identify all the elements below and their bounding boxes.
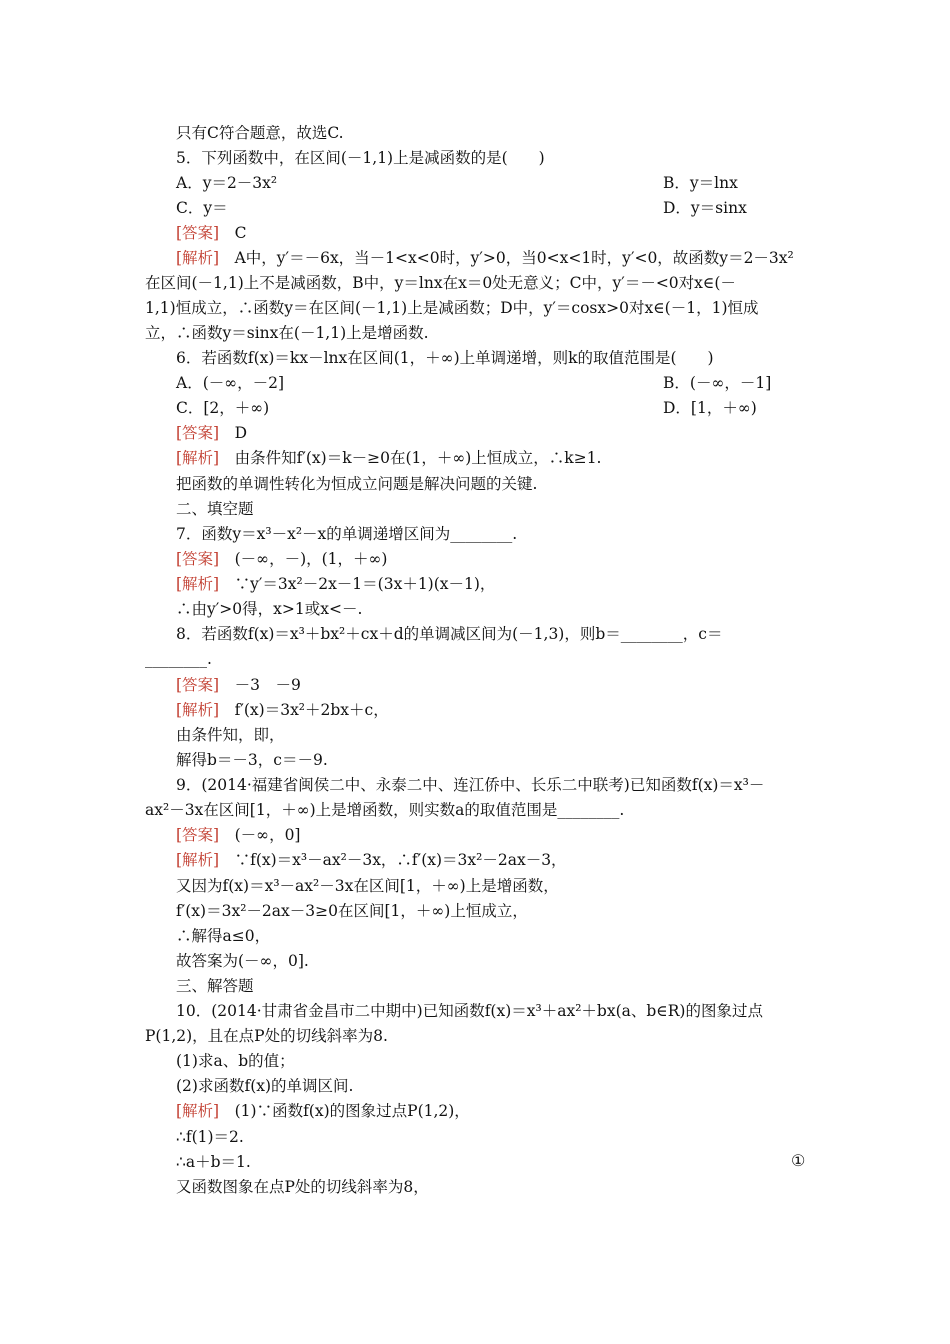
question-9: 9．(2014·福建省闽侯二中、永泰二中、连江侨中、长乐二中联考)已知函数f(x)＝x³－ (176, 776, 765, 794)
text-line: ∴f(1)＝2. (176, 1128, 244, 1146)
text-line: f′(x)＝3x²－2ax－3≥0在区间[1，＋∞)上恒成立， (176, 902, 528, 920)
text-line: (1)求a、b的值； (176, 1052, 295, 1070)
section-heading: 二、填空题 (176, 500, 254, 518)
text-line: 由条件知，即， (176, 726, 285, 744)
answer-line: [答案] C (176, 224, 247, 242)
analysis-line: [解析] ∵y′＝3x²－2x－1＝(3x＋1)(x－1)， (176, 575, 496, 593)
question-7: 7．函数y＝x³－x²－x的单调递增区间为________. (176, 525, 518, 543)
text-line: 只有C符合题意，故选C. (176, 124, 344, 142)
question-10: 10．(2014·甘肃省金昌市二中期中)已知函数f(x)＝x³＋ax²＋bx(a、b∈R)的图象过点 (176, 1002, 763, 1020)
options-row: C．y＝ D．y＝sinx (176, 199, 747, 217)
options-row: A．y＝2－3x² B．y＝lnx (176, 174, 738, 192)
text-line: P(1,2)，且在点P处的切线斜率为8. (145, 1027, 388, 1045)
options-row: A．(－∞，－2] B．(－∞，－1] (176, 374, 772, 392)
answer-line: [答案] －3 －9 (176, 676, 301, 694)
analysis-line: [解析] ∵f(x)＝x³－ax²－3x，∴f′(x)＝3x²－2ax－3， (176, 851, 567, 869)
text-line: 又函数图象在点P处的切线斜率为8， (176, 1178, 429, 1196)
text-line: ________. (145, 650, 212, 668)
text-line: 1,1)恒成立，∴函数y＝在区间(－1,1)上是减函数；D中，y′＝cosx>0对x∈(－1，1)恒成 (145, 299, 759, 317)
analysis-line: [解析] 由条件知f′(x)＝k－≥0在(1，＋∞)上恒成立，∴k≥1. (176, 449, 602, 467)
question-6: 6．若函数f(x)＝kx－lnx在区间(1，＋∞)上单调递增，则k的取值范围是( ) (176, 349, 714, 367)
answer-line: [答案] D (176, 424, 248, 442)
answer-line: [答案] (－∞，0] (176, 826, 301, 844)
text-line: ∴解得a≤0， (176, 927, 271, 945)
text-line: 把函数的单调性转化为恒成立问题是解决问题的关键. (176, 475, 538, 493)
text-line: ax²－3x在区间[1，＋∞)上是增函数，则实数a的取值范围是________. (145, 801, 625, 819)
question-5: 5．下列函数中，在区间(－1,1)上是减函数的是( ) (176, 149, 545, 167)
question-8: 8．若函数f(x)＝x³＋bx²＋cx＋d的单调减区间为(－1,3)，则b＝________，c＝ (176, 625, 723, 643)
text-line: 解得b＝－3，c＝－9. (176, 751, 328, 769)
section-heading: 三、解答题 (176, 977, 254, 995)
analysis-line: [解析] A中，y′＝－6x，当－1<x<0时，y′>0，当0<x<1时，y′<0，故函数y＝2－3x² (176, 249, 794, 267)
text-line: 故答案为(－∞，0]. (176, 952, 309, 970)
text-line: (2)求函数f(x)的单调区间. (176, 1077, 354, 1095)
options-row: C．[2，＋∞) D．[1，＋∞) (176, 399, 757, 417)
text-line: 又因为f(x)＝x³－ax²－3x在区间[1，＋∞)上是增函数， (176, 877, 559, 895)
text-line: ∴a＋b＝1. (176, 1153, 251, 1171)
text-line: ∴由y′>0得，x>1或x<－. (176, 600, 363, 618)
text-line: 在区间(－1,1)上不是减函数，B中，y＝lnx在x＝0处无意义；C中，y′＝－<0对x∈(－ (145, 274, 736, 292)
analysis-line: [解析] (1)∵函数f(x)的图象过点P(1,2)， (176, 1102, 470, 1120)
text-line: 立，∴函数y＝sinx在(－1,1)上是增函数. (145, 324, 429, 342)
analysis-line: [解析] f′(x)＝3x²＋2bx＋c， (176, 701, 389, 719)
circled-number: ① (791, 1151, 806, 1170)
answer-line: [答案] (－∞，－)，(1，＋∞) (176, 550, 388, 568)
